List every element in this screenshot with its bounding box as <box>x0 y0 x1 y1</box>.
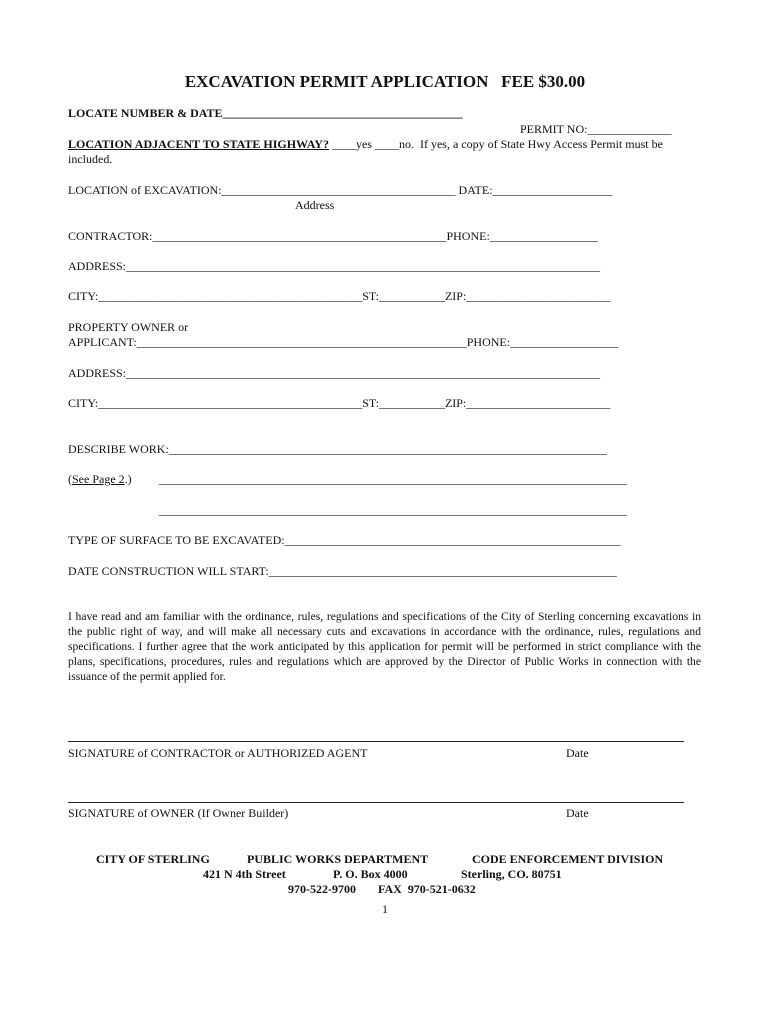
form-title: EXCAVATION PERMIT APPLICATION FEE $30.00 <box>184 72 586 91</box>
applicant-city-field[interactable]: CITY:____________________________________________ST:___________ZIP:________________________ <box>68 396 611 410</box>
state-highway-label: LOCATION ADJACENT TO STATE HIGHWAY? <box>68 137 329 151</box>
footer-street: 421 N 4th Street <box>203 867 286 881</box>
owner-date-label: Date <box>566 806 589 820</box>
see-page-link[interactable]: See Page 2 <box>72 472 125 486</box>
contractor-city-field[interactable]: CITY:____________________________________________ST:___________ZIP:________________________ <box>68 289 611 303</box>
contractor-signature-label: SIGNATURE of CONTRACTOR or AUTHORIZED AGENT <box>68 746 368 760</box>
locate-number-field[interactable]: LOCATE NUMBER & DATE________________________________________ <box>68 106 463 120</box>
contractor-date-label: Date <box>566 746 589 760</box>
footer-city-state: Sterling, CO. 80751 <box>461 867 562 881</box>
see-page-open: ( <box>68 472 72 486</box>
footer-city: CITY OF STERLING <box>96 852 210 866</box>
footer-division: CODE ENFORCEMENT DIVISION <box>472 852 664 866</box>
owner-signature-label: SIGNATURE of OWNER (If Owner Builder) <box>68 806 289 820</box>
owner-signature-line[interactable] <box>68 802 684 803</box>
address-caption: Address <box>295 198 335 212</box>
agreement-paragraph: I have read and am familiar with the ordinance, rules, regulations and specifications of the City of Sterling concerning excavations in the public right of way, and will make all necessary cuts and excavations in accordance with the ordinance, rules, regulations and specifications. I further agree that the work anticipated by this application for permit will be performed in strict compliance with the plans, specifications, procedures, rules and regulations which are approved by the Director of Public Works in connection with the issuance of the permit applied for. <box>68 610 701 683</box>
included-text: included. <box>68 152 113 166</box>
footer-phone: 970-522-9700 <box>288 882 356 896</box>
describe-work-line-3[interactable]: ______________________________________________________________________________ <box>159 503 627 517</box>
applicant-field[interactable]: APPLICANT:_______________________________________________________PHONE:__________________ <box>68 335 619 349</box>
see-page-note <box>68 472 132 487</box>
property-owner-label: PROPERTY OWNER or <box>68 320 189 334</box>
state-highway-question[interactable] <box>68 137 663 152</box>
surface-type-field[interactable]: TYPE OF SURFACE TO BE EXCAVATED:________________________________________________________ <box>68 533 621 547</box>
footer-fax: FAX 970-521-0632 <box>378 882 476 896</box>
see-page-close: .) <box>124 472 132 486</box>
contractor-field[interactable]: CONTRACTOR:_________________________________________________PHONE:__________________ <box>68 229 598 243</box>
footer-department: PUBLIC WORKS DEPARTMENT <box>247 852 429 866</box>
state-highway-options[interactable]: ____yes ____no. If yes, a copy of State Hwy Access Permit must be <box>328 137 663 151</box>
describe-work-line-2[interactable]: ______________________________________________________________________________ <box>159 472 627 486</box>
construction-start-field[interactable]: DATE CONSTRUCTION WILL START:__________________________________________________________ <box>68 564 617 578</box>
contractor-signature-line[interactable] <box>68 741 684 742</box>
permit-number-field[interactable]: PERMIT NO:______________ <box>520 122 672 136</box>
contractor-address-field[interactable]: ADDRESS:_______________________________________________________________________________ <box>68 259 601 273</box>
footer-po-box: P. O. Box 4000 <box>333 867 408 881</box>
applicant-address-field[interactable]: ADDRESS:_______________________________________________________________________________ <box>68 366 601 380</box>
location-field[interactable]: LOCATION of EXCAVATION:_______________________________________ DATE:____________________ <box>68 183 613 197</box>
describe-work-field[interactable]: DESCRIBE WORK:_________________________________________________________________________ <box>68 442 607 456</box>
page-number: 1 <box>382 902 388 916</box>
